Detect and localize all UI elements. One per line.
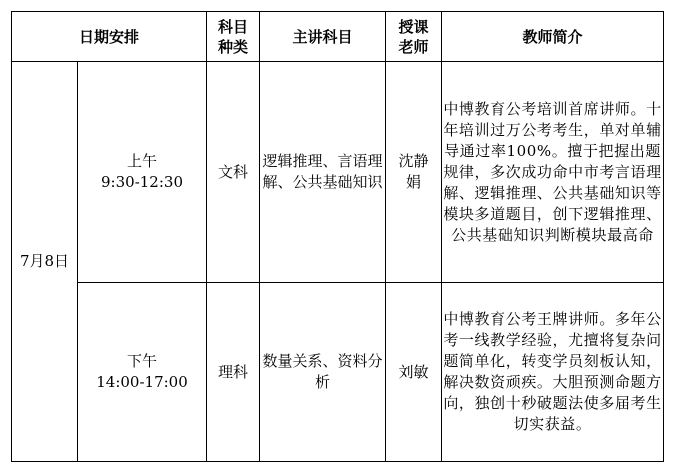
session-cell <box>78 283 207 462</box>
bio-cell: 中博教育公考王牌讲师。多年公考一线教学经验，尤擅将复杂问题简单化，转变学员刻板认知，解决数资顽疾。大胆预测命题方向，独创十秒破题法使多届考生切实获益。 <box>442 283 664 462</box>
header-teacher-line1: 授课 <box>398 17 429 36</box>
session-time: 9:30-12:30 <box>101 173 183 191</box>
header-row <box>12 12 664 62</box>
lecture-subject-cell: 逻辑推理、言语理解、公共基础知识 <box>260 62 386 283</box>
header-subject-type-line1: 科目 <box>218 17 249 36</box>
header-subject-type-line2: 种类 <box>218 37 249 56</box>
header-date: 日期安排 <box>12 12 207 62</box>
subject-type-cell: 文科 <box>207 62 260 283</box>
date-cell: 7月8日 <box>12 62 78 462</box>
teacher-cell: 刘敏 <box>386 283 442 462</box>
session-label: 下午 <box>127 352 158 370</box>
header-subject-type <box>207 12 260 62</box>
header-bio: 教师简介 <box>442 12 664 62</box>
teacher-name-line1: 沈静 <box>398 152 429 170</box>
session-cell <box>78 62 207 283</box>
bio-cell: 中博教育公考培训首席讲师。十年培训过万公考考生，单对单辅导通过率100%。擅于把握出题规律，多次成功命中市考言语理解、逻辑推理、公共基础知识等模块多道题目，创下逻辑推理、公共基础知识判断模块最高命 <box>442 62 664 283</box>
teacher-cell <box>386 62 442 283</box>
header-teacher <box>386 12 442 62</box>
schedule-table <box>11 11 664 462</box>
table-row <box>12 283 664 462</box>
session-time: 14:00-17:00 <box>96 373 188 391</box>
header-lecture-subject: 主讲科目 <box>260 12 386 62</box>
header-teacher-line2: 老师 <box>398 37 429 56</box>
teacher-name-line2: 娟 <box>406 173 422 191</box>
subject-type-cell: 理科 <box>207 283 260 462</box>
session-label: 上午 <box>127 152 158 170</box>
table-row <box>12 62 664 283</box>
lecture-subject-cell: 数量关系、资料分析 <box>260 283 386 462</box>
